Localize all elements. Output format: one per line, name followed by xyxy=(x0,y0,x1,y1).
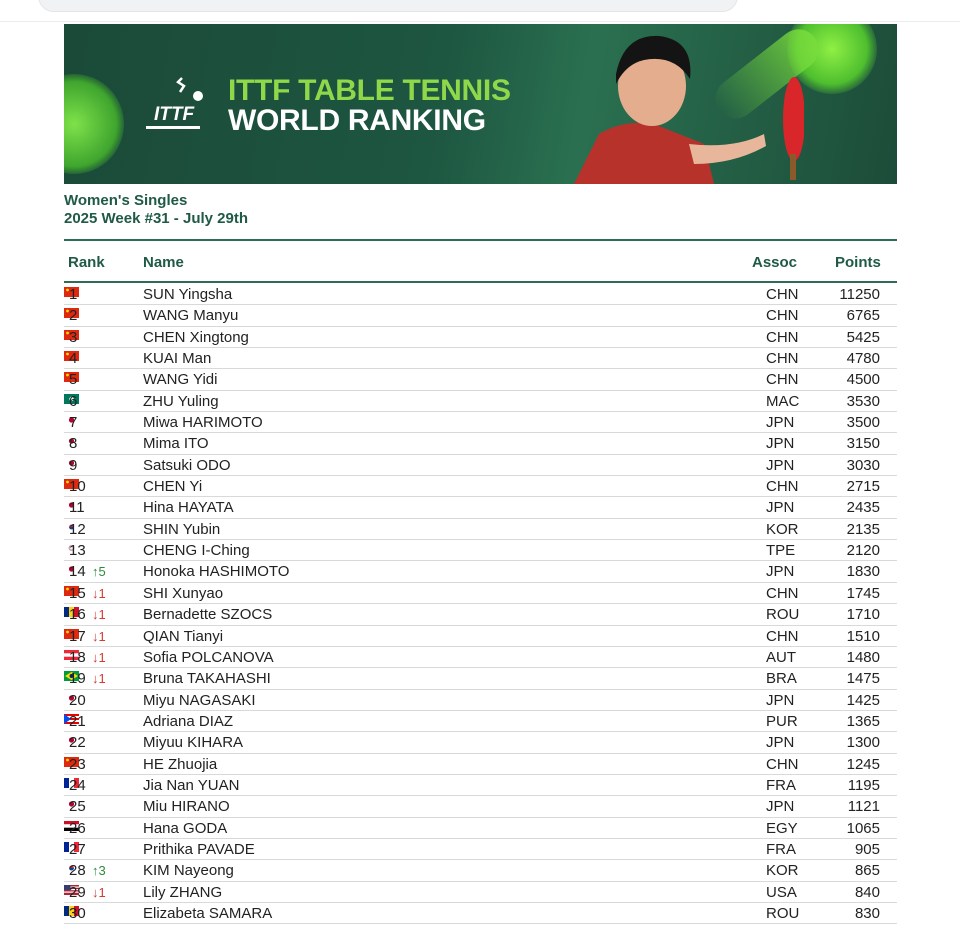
points-cell: 1121 xyxy=(847,798,880,816)
rank-cell: 20 xyxy=(69,691,86,709)
assoc-cell: EGY xyxy=(766,819,798,837)
assoc-cell: CHN xyxy=(766,755,799,773)
player-name[interactable]: CHEN Xingtong xyxy=(143,328,249,346)
assoc-cell: CHN xyxy=(766,328,799,346)
assoc-cell: CHN xyxy=(766,627,799,645)
assoc-cell: CHN xyxy=(766,307,799,325)
rank-cell: 27 xyxy=(69,840,86,858)
player-name[interactable]: Satsuki ODO xyxy=(143,456,231,474)
player-name[interactable]: SHI Xunyao xyxy=(143,584,224,602)
points-cell: 1300 xyxy=(846,734,880,752)
rank-change-up: ↑3 xyxy=(92,863,106,879)
table-row[interactable] xyxy=(64,561,897,582)
table-row[interactable] xyxy=(64,604,897,625)
points-cell: 1245 xyxy=(846,755,880,773)
rank-change-down: ↓1 xyxy=(92,884,106,900)
points-cell: 2120 xyxy=(846,542,880,560)
rank-cell: 19 xyxy=(69,670,86,688)
player-name[interactable]: CHENG I-Ching xyxy=(143,542,250,560)
header-rank[interactable]: Rank xyxy=(68,254,105,271)
assoc-cell: KOR xyxy=(766,862,799,880)
assoc-cell: CHN xyxy=(766,584,799,602)
rank-change-down: ↓1 xyxy=(92,585,106,601)
points-cell: 6765 xyxy=(846,307,880,325)
table-row[interactable] xyxy=(64,455,897,476)
player-name[interactable]: SUN Yingsha xyxy=(143,286,233,303)
rank-cell: 30 xyxy=(69,904,86,922)
assoc-cell: KOR xyxy=(766,520,799,538)
assoc-cell: AUT xyxy=(766,648,796,666)
rank-cell: 15 xyxy=(69,584,86,602)
player-name[interactable]: WANG Manyu xyxy=(143,307,239,325)
player-name[interactable]: KIM Nayeong xyxy=(143,862,234,880)
player-name[interactable]: WANG Yidi xyxy=(143,371,218,389)
rank-cell: 26 xyxy=(69,819,86,837)
assoc-cell: FRA xyxy=(766,840,796,858)
rank-cell: 25 xyxy=(69,798,86,816)
rank-cell: 17 xyxy=(69,627,86,645)
player-name[interactable]: Elizabeta SAMARA xyxy=(143,904,273,922)
player-name[interactable]: Mima ITO xyxy=(143,435,209,453)
player-name[interactable]: Miwa HARIMOTO xyxy=(143,414,263,432)
player-name[interactable]: Lily ZHANG xyxy=(143,883,223,901)
rank-cell: 3 xyxy=(69,328,78,346)
table-row[interactable] xyxy=(64,668,897,689)
assoc-cell: JPN xyxy=(766,691,795,709)
table-row[interactable] xyxy=(64,796,897,817)
header-points[interactable]: Points xyxy=(835,254,881,271)
rank-cell: 22 xyxy=(69,734,86,752)
rank-cell: 16 xyxy=(69,606,86,624)
rank-cell: 28 xyxy=(69,862,86,880)
player-name[interactable]: QIAN Tianyi xyxy=(143,627,224,645)
table-body xyxy=(64,284,897,924)
table-row[interactable] xyxy=(64,540,897,561)
points-cell: 865 xyxy=(854,862,880,880)
ittf-logo-icon xyxy=(144,76,206,134)
points-cell: 1480 xyxy=(846,648,880,666)
player-name[interactable]: Sofia POLCANOVA xyxy=(143,648,274,666)
table-row[interactable] xyxy=(64,497,897,518)
assoc-cell: CHN xyxy=(766,478,799,496)
assoc-cell: PUR xyxy=(766,712,798,730)
rank-cell: 29 xyxy=(69,883,86,901)
ranking-subtitle xyxy=(64,192,248,228)
points-cell: 1195 xyxy=(847,776,880,794)
player-name[interactable]: Honoka HASHIMOTO xyxy=(143,563,290,581)
assoc-cell: JPN xyxy=(766,798,795,816)
player-name[interactable]: Bruna TAKAHASHI xyxy=(143,670,271,688)
assoc-cell: JPN xyxy=(766,563,795,581)
assoc-cell: ROU xyxy=(766,606,800,624)
rank-cell: 8 xyxy=(69,435,78,453)
points-cell: 1510 xyxy=(846,627,880,645)
rank-cell: 11 xyxy=(69,499,85,517)
rank-cell: 21 xyxy=(69,712,86,730)
points-cell: 1830 xyxy=(846,563,880,581)
player-name[interactable]: Adriana DIAZ xyxy=(143,712,234,730)
rank-cell: 23 xyxy=(69,755,86,773)
rank-cell: 1 xyxy=(69,286,78,303)
table-header xyxy=(64,239,897,283)
points-cell: 1710 xyxy=(846,606,880,624)
player-name[interactable]: ZHU Yuling xyxy=(143,392,219,410)
points-cell: 2135 xyxy=(846,520,880,538)
table-row[interactable] xyxy=(64,284,897,305)
assoc-cell: USA xyxy=(766,883,797,901)
rank-cell: 5 xyxy=(69,371,78,389)
rank-cell: 12 xyxy=(69,520,86,538)
rank-change-down: ↓1 xyxy=(92,671,106,687)
rank-cell: 13 xyxy=(69,542,86,560)
table-row[interactable] xyxy=(64,412,897,433)
rank-cell: 18 xyxy=(69,648,86,666)
table-row[interactable] xyxy=(64,369,897,390)
player-name[interactable]: HE Zhuojia xyxy=(143,755,218,773)
points-cell: 830 xyxy=(854,904,880,922)
table-row[interactable] xyxy=(64,732,897,753)
table-row[interactable] xyxy=(64,626,897,647)
rank-change-down: ↓1 xyxy=(92,628,106,644)
points-cell: 1745 xyxy=(846,584,880,602)
table-row[interactable] xyxy=(64,519,897,540)
table-row[interactable] xyxy=(64,882,897,903)
player-name[interactable]: Bernadette SZOCS xyxy=(143,606,273,624)
table-row[interactable] xyxy=(64,860,897,881)
rank-cell: 24 xyxy=(69,776,86,794)
header-assoc[interactable]: Assoc xyxy=(752,254,798,271)
assoc-cell: FRA xyxy=(766,776,796,794)
player-illustration xyxy=(504,24,804,184)
player-name[interactable]: Miyu NAGASAKI xyxy=(143,691,256,709)
table-row[interactable] xyxy=(64,327,897,348)
table-row[interactable] xyxy=(64,690,897,711)
assoc-cell: JPN xyxy=(766,499,795,517)
points-cell: 1365 xyxy=(846,712,880,730)
points-cell: 1475 xyxy=(846,670,880,688)
assoc-cell: JPN xyxy=(766,414,795,432)
points-cell: 905 xyxy=(854,840,880,858)
ranking-table xyxy=(64,239,897,924)
points-cell: 840 xyxy=(854,883,880,901)
rank-change-up: ↑5 xyxy=(92,564,106,580)
points-cell: 3150 xyxy=(846,435,880,453)
table-row[interactable] xyxy=(64,818,897,839)
player-name[interactable]: Hana GODA xyxy=(143,819,228,837)
assoc-cell: JPN xyxy=(766,456,795,474)
assoc-cell: JPN xyxy=(766,734,795,752)
player-name[interactable]: SHIN Yubin xyxy=(143,520,221,538)
assoc-cell: CHN xyxy=(766,371,799,389)
table-row[interactable] xyxy=(64,476,897,497)
player-name[interactable]: Prithika PAVADE xyxy=(143,840,255,858)
points-cell: 5425 xyxy=(846,328,880,346)
points-cell: 4500 xyxy=(846,371,880,389)
table-row[interactable] xyxy=(64,775,897,796)
points-cell: 2435 xyxy=(846,499,880,517)
table-row[interactable] xyxy=(64,305,897,326)
points-cell: 3500 xyxy=(846,414,880,432)
table-row[interactable] xyxy=(64,348,897,369)
points-cell: 4780 xyxy=(846,350,880,368)
points-cell: 3530 xyxy=(846,392,880,410)
ranking-week: 2025 Week #31 - July 29th xyxy=(64,210,248,227)
assoc-cell: TPE xyxy=(766,542,796,560)
player-name[interactable]: KUAI Man xyxy=(143,350,212,368)
assoc-cell: CHN xyxy=(766,350,799,368)
assoc-cell: CHN xyxy=(766,286,799,303)
player-name[interactable]: Miu HIRANO xyxy=(143,798,230,816)
assoc-cell: MAC xyxy=(766,392,800,410)
points-cell: 3030 xyxy=(846,456,880,474)
rank-cell: 4 xyxy=(69,350,78,368)
table-row[interactable] xyxy=(64,754,897,775)
assoc-cell: JPN xyxy=(766,435,795,453)
assoc-cell: ROU xyxy=(766,904,800,922)
player-name[interactable]: Hina HAYATA xyxy=(143,499,234,517)
rank-cell: 14 xyxy=(69,563,86,581)
points-cell: 1425 xyxy=(846,691,880,709)
table-row[interactable] xyxy=(64,433,897,454)
points-cell: 2715 xyxy=(846,478,880,496)
rank-cell: 9 xyxy=(69,456,78,474)
banner-title-line1: ITTF TABLE TENNIS xyxy=(228,74,511,107)
banner-title-line2: WORLD RANKING xyxy=(228,104,486,137)
banner-glow-left xyxy=(64,74,124,174)
ranking-banner xyxy=(64,24,897,184)
table-row[interactable] xyxy=(64,839,897,860)
table-row[interactable] xyxy=(64,583,897,604)
rank-cell: 10 xyxy=(69,478,86,496)
player-name[interactable]: Jia Nan YUAN xyxy=(143,776,240,794)
assoc-cell: BRA xyxy=(766,670,797,688)
points-cell: 11250 xyxy=(839,286,880,303)
header-name[interactable]: Name xyxy=(143,254,184,271)
player-name[interactable]: CHEN Yi xyxy=(143,478,203,496)
table-row[interactable] xyxy=(64,711,897,732)
table-row[interactable] xyxy=(64,391,897,412)
table-row[interactable] xyxy=(64,903,897,924)
table-row[interactable] xyxy=(64,647,897,668)
browser-top-bar xyxy=(0,0,960,22)
address-bar[interactable] xyxy=(38,0,738,12)
rank-cell: 7 xyxy=(69,414,78,432)
player-name[interactable]: Miyuu KIHARA xyxy=(143,734,244,752)
rank-change-down: ↓1 xyxy=(92,649,106,665)
rank-cell: 2 xyxy=(69,307,78,325)
event-name: Women's Singles xyxy=(64,192,188,209)
rank-cell: 6 xyxy=(69,392,78,410)
logo-text: ITTF xyxy=(154,104,195,125)
rank-change-down: ↓1 xyxy=(92,607,106,623)
points-cell: 1065 xyxy=(846,819,880,837)
